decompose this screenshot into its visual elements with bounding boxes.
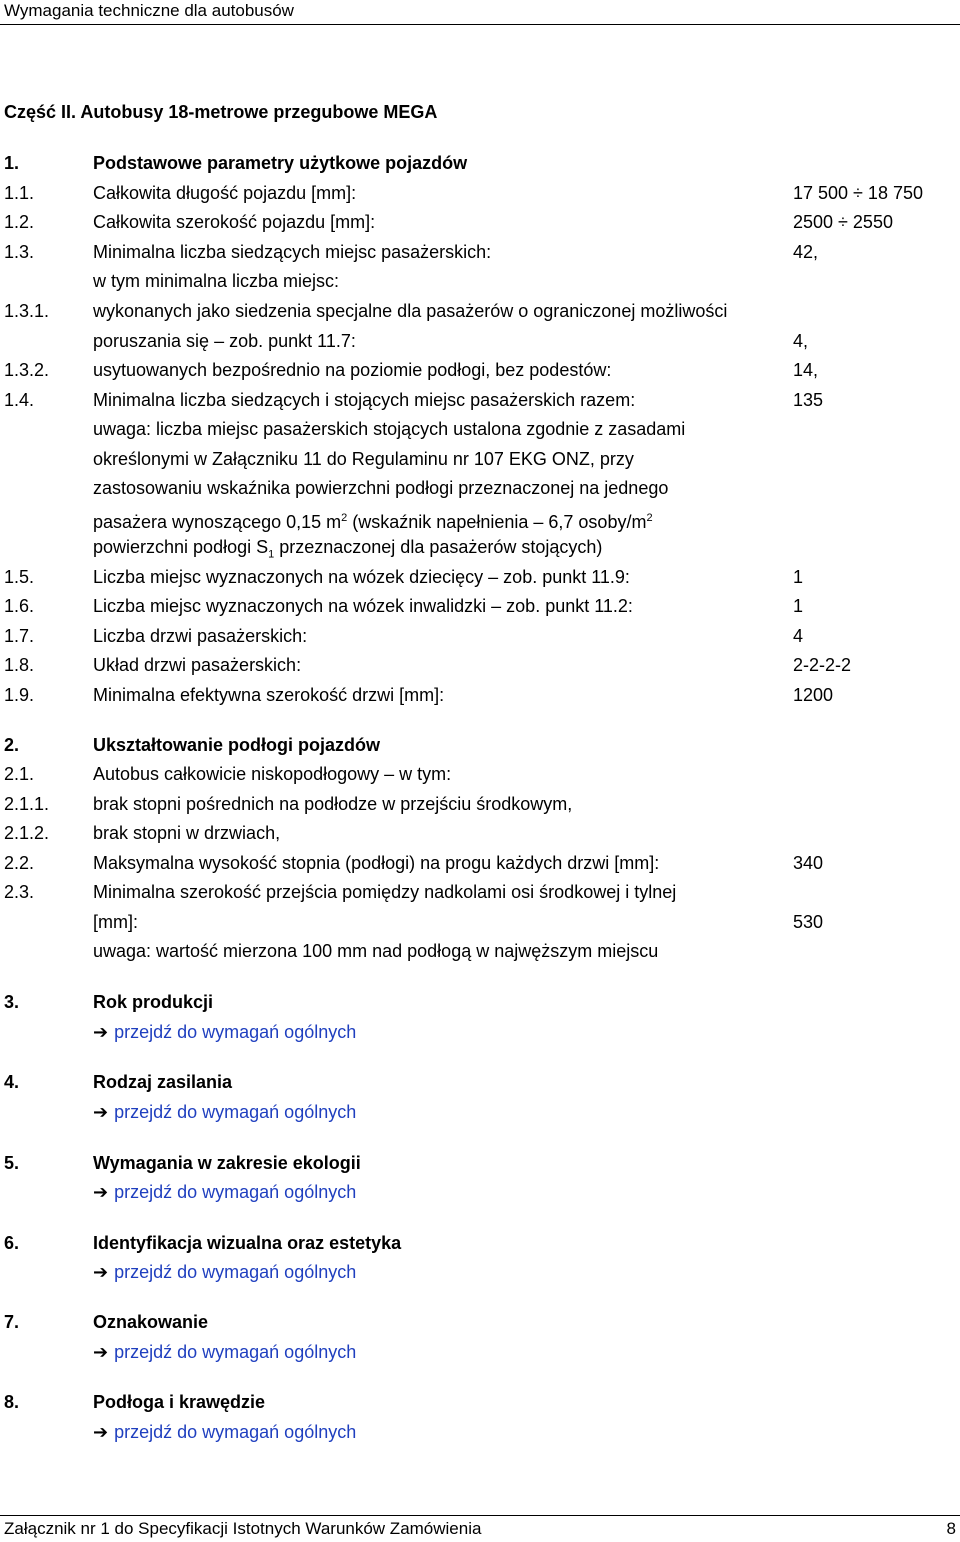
note-text: uwaga: wartość mierzona 100 mm nad podłogą w najwęższym miejscu	[93, 941, 659, 961]
arrow-right-icon: ➔	[93, 1182, 109, 1202]
item-text: Minimalna liczba siedzących i stojących miejsc pasażerskich razem:	[93, 390, 636, 410]
item-text: Całkowita szerokość pojazdu [mm]:	[93, 212, 376, 232]
item-text: brak stopni pośrednich na podłodze w przejściu środkowym,	[93, 794, 573, 814]
part-title: Część II. Autobusy 18-metrowe przegubowe MEGA	[4, 102, 438, 122]
link-wrap	[93, 1018, 356, 1046]
item-value: 1200	[793, 685, 834, 705]
section-number: 5.	[4, 1153, 20, 1173]
item-number: 1.5.	[4, 567, 35, 587]
item-2-1-2	[0, 819, 960, 847]
section-6-heading	[0, 1229, 960, 1257]
item-value: 135	[793, 390, 824, 410]
section-number: 2.	[4, 735, 20, 755]
note-part: (wskaźnik napełnienia – 6,7 osoby/m	[347, 512, 647, 532]
item-1-2	[0, 208, 960, 236]
item-2-2	[0, 849, 960, 877]
subscript: 1	[268, 548, 275, 561]
item-text: Minimalna efektywna szerokość drzwi [mm]:	[93, 685, 445, 705]
general-requirements-link[interactable]	[0, 1418, 960, 1446]
item-text: [mm]:	[93, 912, 138, 932]
item-1-1	[0, 179, 960, 207]
item-number: 1.6.	[4, 596, 35, 616]
item-number: 1.4.	[4, 390, 35, 410]
item-1-3-sub	[0, 267, 960, 295]
superscript: 2	[646, 512, 653, 524]
note-text: zastosowaniu wskaźnika powierzchni podłogi przeznaczonej na jednego	[93, 478, 669, 498]
item-number: 1.9.	[4, 685, 35, 705]
note-text	[93, 504, 653, 536]
item-number: 1.3.	[4, 242, 35, 262]
link-text[interactable]: przejdź do wymagań ogólnych	[114, 1022, 357, 1042]
section-number: 6.	[4, 1233, 20, 1253]
note-text: określonymi w Załączniku 11 do Regulaminu nr 107 EKG ONZ, przy	[93, 449, 634, 469]
item-text: Liczba miejsc wyznaczonych na wózek dziecięcy – zob. punkt 11.9:	[93, 567, 630, 587]
arrow-right-icon: ➔	[93, 1102, 109, 1122]
item-text: Maksymalna wysokość stopnia (podłogi) na progu każdych drzwi [mm]:	[93, 853, 660, 873]
page-footer	[0, 1515, 960, 1542]
item-number: 1.3.1.	[4, 301, 50, 321]
item-text: w tym minimalna liczba miejsc:	[93, 271, 340, 291]
item-value: 14,	[793, 360, 819, 380]
link-wrap	[93, 1098, 356, 1126]
section-number: 3.	[4, 992, 20, 1012]
item-number: 2.1.1.	[4, 794, 50, 814]
item-1-6	[0, 592, 960, 620]
item-text: wykonanych jako siedzenia specjalne dla pasażerów o ograniczonej możliwości	[93, 301, 728, 321]
item-text: Całkowita długość pojazdu [mm]:	[93, 183, 357, 203]
item-value: 2-2-2-2	[793, 655, 852, 675]
section-title: Ukształtowanie podłogi pojazdów	[93, 735, 381, 755]
item-value: 17 500 ÷ 18 750	[793, 183, 923, 203]
arrow-right-icon: ➔	[93, 1262, 109, 1282]
item-1-5	[0, 563, 960, 591]
link-text[interactable]: przejdź do wymagań ogólnych	[114, 1342, 357, 1362]
section-number: 1.	[4, 153, 20, 173]
item-value: 2500 ÷ 2550	[793, 212, 893, 232]
item-number: 2.1.	[4, 764, 35, 784]
page-header	[0, 0, 960, 25]
item-value: 1	[793, 596, 804, 616]
item-text: Liczba miejsc wyznaczonych na wózek inwalidzki – zob. punkt 11.2:	[93, 596, 633, 616]
item-number: 2.3.	[4, 882, 35, 902]
item-1-7	[0, 622, 960, 650]
section-4-heading	[0, 1068, 960, 1096]
page-number: 8	[946, 1519, 956, 1538]
link-wrap	[93, 1338, 356, 1366]
note-part: pasażera wynoszącego 0,15 m	[93, 512, 342, 532]
general-requirements-link[interactable]	[0, 1018, 960, 1046]
item-text: brak stopni w drzwiach,	[93, 823, 281, 843]
note-part: powierzchni podłogi S	[93, 537, 269, 557]
item-text: Minimalna szerokość przejścia pomiędzy nadkolami osi środkowej i tylnej	[93, 882, 677, 902]
footer-text: Załącznik nr 1 do Specyfikacji Istotnych Warunków Zamówienia	[4, 1519, 482, 1538]
section-2-heading	[0, 731, 960, 759]
section-number: 4.	[4, 1072, 20, 1092]
section-title: Rodzaj zasilania	[93, 1072, 233, 1092]
item-1-9	[0, 681, 960, 709]
item-1-4	[0, 386, 960, 414]
section-title: Podstawowe parametry użytkowe pojazdów	[93, 153, 468, 173]
item-value: 1	[793, 567, 804, 587]
item-text: Autobus całkowicie niskopodłogowy – w tym:	[93, 764, 452, 784]
superscript: 2	[341, 512, 348, 524]
item-value: 340	[793, 853, 824, 873]
item-1-8	[0, 651, 960, 679]
note-line	[0, 937, 960, 965]
item-number: 1.2.	[4, 212, 35, 232]
item-value: 42,	[793, 242, 819, 262]
arrow-right-icon: ➔	[93, 1422, 109, 1442]
link-wrap	[93, 1258, 356, 1286]
section-title: Podłoga i krawędzie	[93, 1392, 266, 1412]
note-line	[0, 415, 960, 443]
arrow-right-icon: ➔	[93, 1342, 109, 1362]
item-1-3-1-cont	[0, 327, 960, 355]
item-text: Liczba drzwi pasażerskich:	[93, 626, 308, 646]
item-number: 2.1.2.	[4, 823, 50, 843]
general-requirements-link[interactable]	[0, 1098, 960, 1126]
item-2-3	[0, 878, 960, 906]
link-text[interactable]: przejdź do wymagań ogólnych	[114, 1182, 357, 1202]
item-value: 4	[793, 626, 804, 646]
item-1-3-2	[0, 356, 960, 384]
section-title: Rok produkcji	[93, 992, 214, 1012]
section-number: 7.	[4, 1312, 20, 1332]
section-3-heading	[0, 988, 960, 1016]
section-8-heading	[0, 1388, 960, 1416]
link-text[interactable]: przejdź do wymagań ogólnych	[114, 1422, 357, 1442]
item-number: 1.7.	[4, 626, 35, 646]
note-line	[0, 474, 960, 502]
item-number: 1.3.2.	[4, 360, 50, 380]
header-title: Wymagania techniczne dla autobusów	[4, 1, 294, 20]
item-1-3-1	[0, 297, 960, 325]
item-text: usytuowanych bezpośrednio na poziomie podłogi, bez podestów:	[93, 360, 612, 380]
item-text: Układ drzwi pasażerskich:	[93, 655, 302, 675]
item-2-1-1	[0, 790, 960, 818]
arrow-right-icon: ➔	[93, 1022, 109, 1042]
item-2-1	[0, 760, 960, 788]
note-line	[0, 533, 960, 561]
note-text: uwaga: liczba miejsc pasażerskich stojących ustalona zgodnie z zasadami	[93, 419, 686, 439]
section-1-heading	[0, 149, 960, 177]
note-line	[0, 504, 960, 532]
item-value: 4,	[793, 331, 809, 351]
item-2-3-cont	[0, 908, 960, 936]
link-wrap	[93, 1178, 356, 1206]
item-1-3	[0, 238, 960, 266]
link-text[interactable]: przejdź do wymagań ogólnych	[114, 1102, 357, 1122]
section-number: 8.	[4, 1392, 20, 1412]
note-part: przeznaczonej dla pasażerów stojących)	[274, 537, 603, 557]
section-title: Oznakowanie	[93, 1312, 209, 1332]
section-title: Wymagania w zakresie ekologii	[93, 1153, 361, 1173]
item-number: 2.2.	[4, 853, 35, 873]
item-number: 1.8.	[4, 655, 35, 675]
note-line	[0, 445, 960, 473]
item-number: 1.1.	[4, 183, 35, 203]
section-7-heading	[0, 1308, 960, 1336]
general-requirements-link[interactable]	[0, 1258, 960, 1286]
general-requirements-link[interactable]	[0, 1178, 960, 1206]
item-text: Minimalna liczba siedzących miejsc pasażerskich:	[93, 242, 492, 262]
general-requirements-link[interactable]	[0, 1338, 960, 1366]
item-value: 530	[793, 912, 824, 932]
section-title: Identyfikacja wizualna oraz estetyka	[93, 1233, 402, 1253]
link-wrap	[93, 1418, 356, 1446]
item-text: poruszania się – zob. punkt 11.7:	[93, 331, 356, 351]
link-text[interactable]: przejdź do wymagań ogólnych	[114, 1262, 357, 1282]
section-5-heading	[0, 1149, 960, 1177]
